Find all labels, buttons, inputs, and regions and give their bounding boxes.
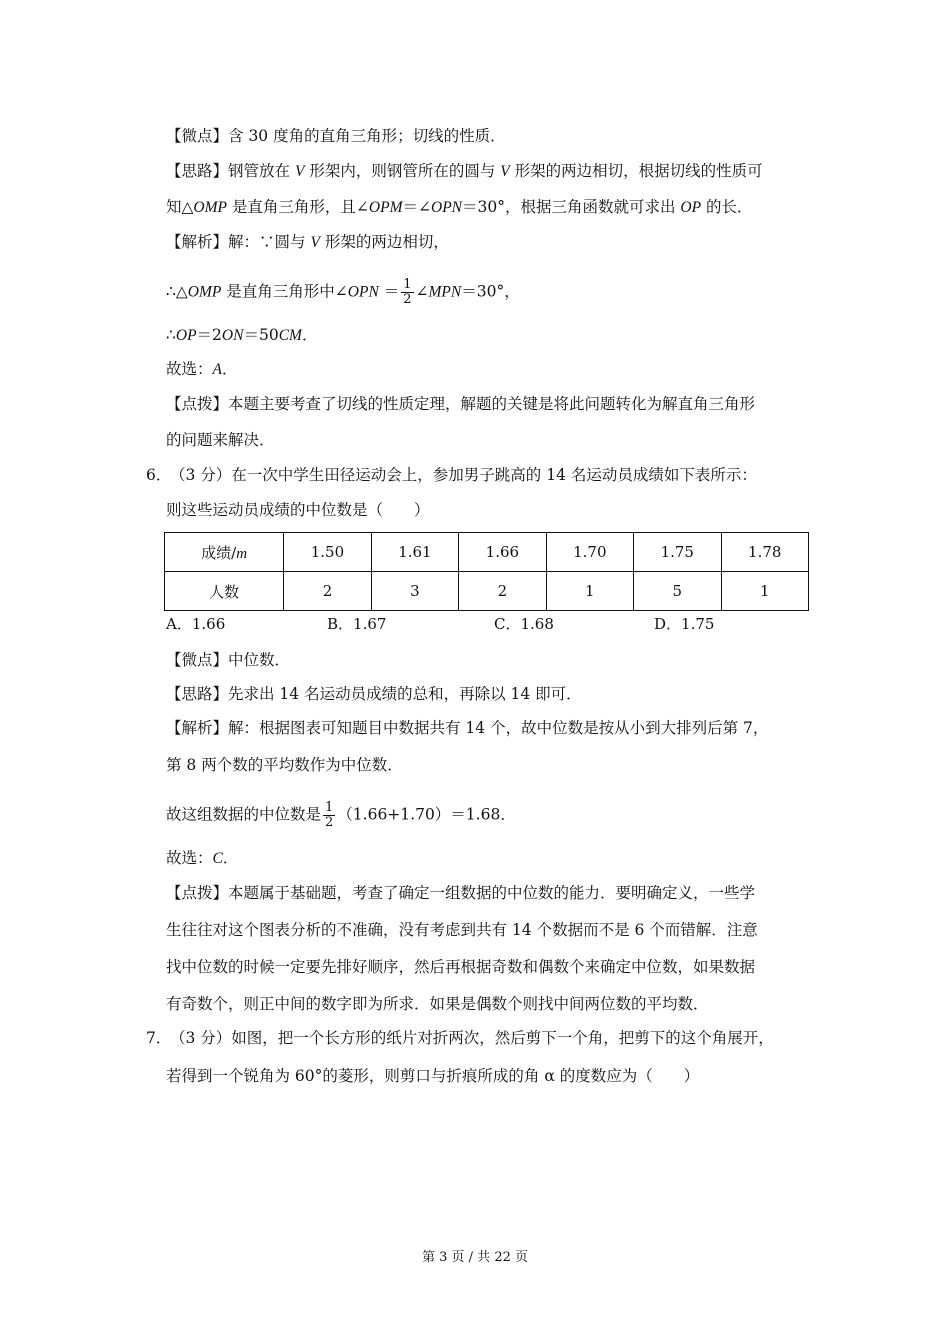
q6-dianbo-line4: 有奇数个，则正中间的数字即为所求．如果是偶数个则找中间两位数的平均数． — [166, 995, 709, 1013]
count-cell: 5 — [634, 572, 721, 611]
count-cell: 3 — [371, 572, 458, 611]
q6-stem-line2: 则这些运动员成绩的中位数是（ ） — [166, 501, 430, 519]
q7-number: 7． — [146, 1029, 172, 1047]
q6-dianbo-line2: 生往往对这个图表分析的不准确，没有考虑到共有 14 个数据而不是 6 个而错解．注意 — [166, 921, 758, 939]
score-row — [165, 533, 809, 572]
q7-stem-line2: 若得到一个锐角为 60°的菱形，则剪口与折痕所成的角 α 的度数应为（ ） — [166, 1067, 700, 1085]
score-cell: 1.50 — [284, 533, 371, 572]
count-cell: 2 — [284, 572, 371, 611]
q5-answer: 故选：A． — [166, 360, 238, 378]
q5-jiexi-line2: ∴△OMP 是直角三角形中∠OPN ＝ $\frac{1}{2}$ ∠MPN＝30°， — [166, 277, 520, 307]
q5-silu-line1: 【思路】钢管放在 V 形架内，则钢管所在的圆与 V 形架的两边相切，根据切线的性质可 — [166, 162, 763, 180]
q6-dianbo-line1: 【点拨】本题属于基础题，考查了确定一组数据的中位数的能力．要明确定义，一些学 — [166, 884, 756, 902]
score-cell: 1.70 — [546, 533, 633, 572]
score-cell: 1.75 — [634, 533, 721, 572]
q6-jiexi-line1: 【解析】解：根据图表可知题目中数据共有 14 个，故中位数是按从小到大排列后第 7， — [166, 719, 769, 737]
option-b[interactable]: B．1.67 — [327, 615, 387, 633]
fraction-one-half: $\frac{1}{2}$ — [403, 277, 412, 307]
q6-jiexi-line2: 第 8 两个数的平均数作为中位数． — [166, 756, 403, 774]
q6-options — [166, 613, 866, 633]
score-cell: 1.66 — [459, 533, 546, 572]
q6-jiexi-line3: 故这组数据的中位数是 $\frac{1}{2}$ （1.66+1.70）＝1.68． — [166, 800, 516, 830]
q5-dianbo-line2: 的问题来解决． — [166, 431, 275, 449]
count-cell: 1 — [721, 572, 809, 611]
option-a[interactable]: A．1.66 — [166, 615, 226, 633]
q5-silu-line2: 知△OMP 是直角三角形，且∠OPM＝∠OPN＝30°，根据三角函数就可求出 OP 的长． — [166, 198, 753, 216]
q7-stem-line1: （3 分）如图，把一个长方形的纸片对折两次，然后剪下一个角，把剪下的这个角展开， — [170, 1029, 774, 1047]
q6-answer: 故选：C． — [166, 849, 239, 867]
count-cell: 2 — [459, 572, 546, 611]
q6-dianbo-line3: 找中位数的时候一定要先排好顺序，然后再根据奇数和偶数个来确定中位数，如果数据 — [166, 958, 756, 976]
q6-number: 6． — [146, 466, 172, 484]
q6-weidian: 【微点】中位数． — [166, 651, 291, 669]
fraction-one-half: $\frac{1}{2}$ — [325, 800, 334, 830]
score-header-cell: 成绩/m — [165, 533, 284, 572]
page-footer: 第 3 页 / 共 22 页 — [422, 1250, 528, 1265]
count-header-cell: 人数 — [165, 572, 284, 611]
q5-weidian: 【微点】含 30 度角的直角三角形；切线的性质． — [166, 127, 506, 145]
score-table — [164, 532, 809, 611]
option-d[interactable]: D．1.75 — [654, 615, 715, 633]
count-row — [165, 572, 809, 611]
q5-jiexi-line3: ∴OP＝2ON＝50CM． — [166, 326, 318, 344]
score-cell: 1.78 — [721, 533, 809, 572]
q6-silu: 【思路】先求出 14 名运动员成绩的总和，再除以 14 即可． — [166, 685, 582, 703]
q6-stem-line1: （3 分）在一次中学生田径运动会上，参加男子跳高的 14 名运动员成绩如下表所示： — [170, 466, 757, 484]
q5-jiexi-line1: 【解析】解：∵圆与 V 形架的两边相切， — [166, 233, 449, 251]
option-c[interactable]: C．1.68 — [494, 615, 554, 633]
count-cell: 1 — [546, 572, 633, 611]
q5-dianbo-line1: 【点拨】本题主要考查了切线的性质定理，解题的关键是将此问题转化为解直角三角形 — [166, 395, 756, 413]
score-cell: 1.61 — [371, 533, 458, 572]
